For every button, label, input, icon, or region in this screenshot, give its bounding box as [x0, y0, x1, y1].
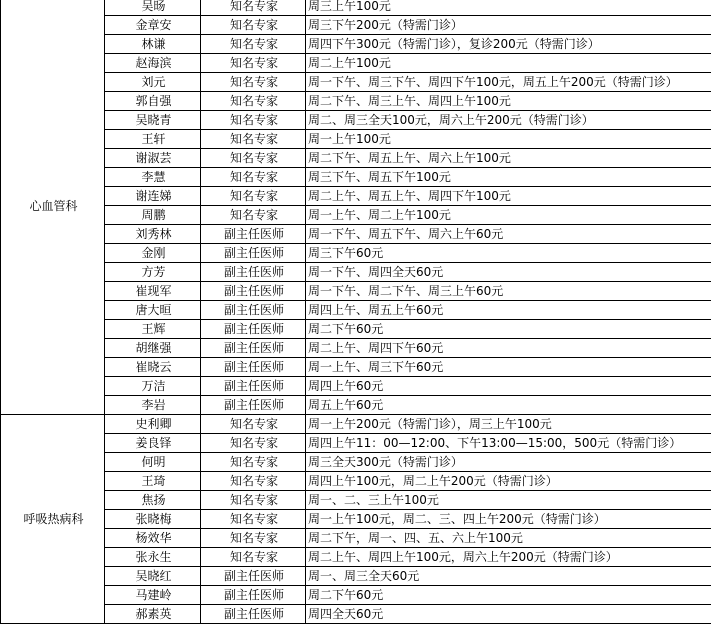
doctor-row — [1, 415, 711, 434]
doctor-name: 谢连娣 — [105, 187, 201, 206]
doctor-title: 知名专家 — [201, 130, 306, 149]
doctor-row — [1, 586, 711, 605]
clinic-schedule: 周四上午100元，周二上午200元（特需门诊） — [306, 472, 711, 491]
doctor-name: 姜良铎 — [105, 434, 201, 453]
clinic-schedule: 周二下午、周三上午、周四上午100元 — [306, 92, 711, 111]
doctor-row — [1, 149, 711, 168]
doctor-name: 林谦 — [105, 35, 201, 54]
doctor-name: 万洁 — [105, 377, 201, 396]
clinic-schedule: 周三上午100元 — [306, 0, 711, 16]
clinic-schedule: 周二下午、周五上午、周六上午100元 — [306, 149, 711, 168]
doctor-title: 副主任医师 — [201, 244, 306, 263]
doctor-name: 李慧 — [105, 168, 201, 187]
doctor-title: 知名专家 — [201, 35, 306, 54]
doctor-name: 王辉 — [105, 320, 201, 339]
clinic-schedule: 周二上午、周五上午、周四下午100元 — [306, 187, 711, 206]
doctor-row — [1, 16, 711, 35]
doctor-title: 知名专家 — [201, 453, 306, 472]
doctor-title: 知名专家 — [201, 510, 306, 529]
doctor-title: 副主任医师 — [201, 301, 306, 320]
doctor-row — [1, 263, 711, 282]
doctor-title: 知名专家 — [201, 529, 306, 548]
clinic-schedule: 周二上午、周四上午100元，周六上午200元（特需门诊） — [306, 548, 711, 567]
doctor-name: 吴旸 — [105, 0, 201, 16]
doctor-name: 谢淑芸 — [105, 149, 201, 168]
doctor-row — [1, 92, 711, 111]
clinic-schedule: 周二上午100元 — [306, 54, 711, 73]
doctor-row — [1, 111, 711, 130]
doctor-title: 知名专家 — [201, 187, 306, 206]
doctor-name: 金章安 — [105, 16, 201, 35]
clinic-schedule: 周一上午200元（特需门诊），周三上午100元 — [306, 415, 711, 434]
doctor-name: 崔现军 — [105, 282, 201, 301]
doctor-row — [1, 54, 711, 73]
clinic-schedule: 周一上午、周三下午60元 — [306, 358, 711, 377]
doctor-name: 李岩 — [105, 396, 201, 415]
doctor-title: 副主任医师 — [201, 396, 306, 415]
doctor-row — [1, 339, 711, 358]
doctor-name: 吴晓青 — [105, 111, 201, 130]
doctor-name: 吴晓红 — [105, 567, 201, 586]
clinic-schedule: 周一下午、周三下午、周四下午100元，周五上午200元（特需门诊） — [306, 73, 711, 92]
doctor-title: 知名专家 — [201, 491, 306, 510]
clinic-schedule: 周二下午60元 — [306, 586, 711, 605]
doctor-name: 史利卿 — [105, 415, 201, 434]
doctor-row — [1, 187, 711, 206]
doctor-title: 知名专家 — [201, 472, 306, 491]
doctor-row — [1, 510, 711, 529]
clinic-schedule: 周二下午60元 — [306, 320, 711, 339]
clinic-schedule: 周四上午11：00—12:00、下午13:00—15:00，500元（特需门诊） — [306, 434, 711, 453]
schedule-body — [1, 0, 711, 624]
clinic-schedule: 周三下午60元 — [306, 244, 711, 263]
clinic-schedule: 周三下午200元（特需门诊） — [306, 16, 711, 35]
clinic-schedule: 周四全天60元 — [306, 605, 711, 624]
doctor-row — [1, 567, 711, 586]
clinic-schedule: 周一上午100元 — [306, 130, 711, 149]
doctor-title: 副主任医师 — [201, 339, 306, 358]
doctor-name: 何明 — [105, 453, 201, 472]
clinic-schedule: 周二上午、周四下午60元 — [306, 339, 711, 358]
doctor-name: 王琦 — [105, 472, 201, 491]
clinic-schedule: 周四上午、周五上午60元 — [306, 301, 711, 320]
clinic-schedule: 周一、周三全天60元 — [306, 567, 711, 586]
doctor-row — [1, 529, 711, 548]
doctor-name: 郝素英 — [105, 605, 201, 624]
clinic-schedule: 周一下午、周四全天60元 — [306, 263, 711, 282]
doctor-row — [1, 358, 711, 377]
doctor-row — [1, 301, 711, 320]
clinic-schedule: 周四上午60元 — [306, 377, 711, 396]
clinic-schedule: 周三下午、周五下午100元 — [306, 168, 711, 187]
doctor-title: 副主任医师 — [201, 282, 306, 301]
doctor-row — [1, 491, 711, 510]
doctor-title: 知名专家 — [201, 73, 306, 92]
doctor-name: 唐大晅 — [105, 301, 201, 320]
doctor-name: 胡继强 — [105, 339, 201, 358]
doctor-title: 知名专家 — [201, 0, 306, 16]
clinic-schedule: 周一上午、周二上午100元 — [306, 206, 711, 225]
doctor-title: 副主任医师 — [201, 358, 306, 377]
doctor-name: 周鹏 — [105, 206, 201, 225]
clinic-schedule: 周二下午，周一、四、五、六上午100元 — [306, 529, 711, 548]
doctor-name: 郭自强 — [105, 92, 201, 111]
doctor-title: 知名专家 — [201, 415, 306, 434]
doctor-title: 知名专家 — [201, 548, 306, 567]
doctor-title: 副主任医师 — [201, 377, 306, 396]
clinic-schedule: 周一、二、三上午100元 — [306, 491, 711, 510]
doctor-row — [1, 320, 711, 339]
doctor-name: 张永生 — [105, 548, 201, 567]
doctor-row — [1, 396, 711, 415]
doctor-row — [1, 130, 711, 149]
department-name: 心血管科 — [1, 0, 105, 415]
doctor-row — [1, 377, 711, 396]
doctor-title: 副主任医师 — [201, 567, 306, 586]
clinic-schedule: 周三全天300元（特需门诊） — [306, 453, 711, 472]
doctor-row — [1, 35, 711, 54]
doctor-title: 副主任医师 — [201, 605, 306, 624]
doctor-row — [1, 206, 711, 225]
doctor-row — [1, 168, 711, 187]
clinic-schedule: 周一上午100元，周二、三、四上午200元（特需门诊） — [306, 510, 711, 529]
doctor-name: 方芳 — [105, 263, 201, 282]
doctor-row — [1, 244, 711, 263]
doctor-name: 杨效华 — [105, 529, 201, 548]
doctor-name: 刘秀林 — [105, 225, 201, 244]
doctor-title: 知名专家 — [201, 92, 306, 111]
doctor-name: 刘元 — [105, 73, 201, 92]
doctor-title: 知名专家 — [201, 54, 306, 73]
clinic-schedule: 周一下午、周五下午、周六上午60元 — [306, 225, 711, 244]
clinic-schedule: 周一下午、周二下午、周三上午60元 — [306, 282, 711, 301]
doctor-name: 赵海滨 — [105, 54, 201, 73]
doctor-title: 副主任医师 — [201, 320, 306, 339]
doctor-title: 知名专家 — [201, 149, 306, 168]
clinic-schedule: 周五上午60元 — [306, 396, 711, 415]
doctor-row — [1, 472, 711, 491]
doctor-row — [1, 548, 711, 567]
doctor-title: 知名专家 — [201, 111, 306, 130]
doctor-name: 金刚 — [105, 244, 201, 263]
clinic-schedule: 周四下午300元（特需门诊），复诊200元（特需门诊） — [306, 35, 711, 54]
doctor-row — [1, 0, 711, 16]
doctor-name: 崔晓云 — [105, 358, 201, 377]
doctor-name: 焦扬 — [105, 491, 201, 510]
doctor-row — [1, 434, 711, 453]
doctor-row — [1, 453, 711, 472]
doctor-row — [1, 282, 711, 301]
clinic-schedule: 周二、周三全天100元，周六上午200元（特需门诊） — [306, 111, 711, 130]
doctor-row — [1, 605, 711, 624]
doctor-title: 知名专家 — [201, 206, 306, 225]
doctor-title: 副主任医师 — [201, 263, 306, 282]
doctor-title: 知名专家 — [201, 16, 306, 35]
doctor-name: 马建岭 — [105, 586, 201, 605]
doctor-name: 王轩 — [105, 130, 201, 149]
doctor-name: 张晓梅 — [105, 510, 201, 529]
doctor-title: 副主任医师 — [201, 586, 306, 605]
doctor-title: 知名专家 — [201, 168, 306, 187]
doctor-title: 知名专家 — [201, 434, 306, 453]
doctor-title: 副主任医师 — [201, 225, 306, 244]
department-name: 呼吸热病科 — [1, 415, 105, 624]
doctor-row — [1, 73, 711, 92]
doctor-row — [1, 225, 711, 244]
